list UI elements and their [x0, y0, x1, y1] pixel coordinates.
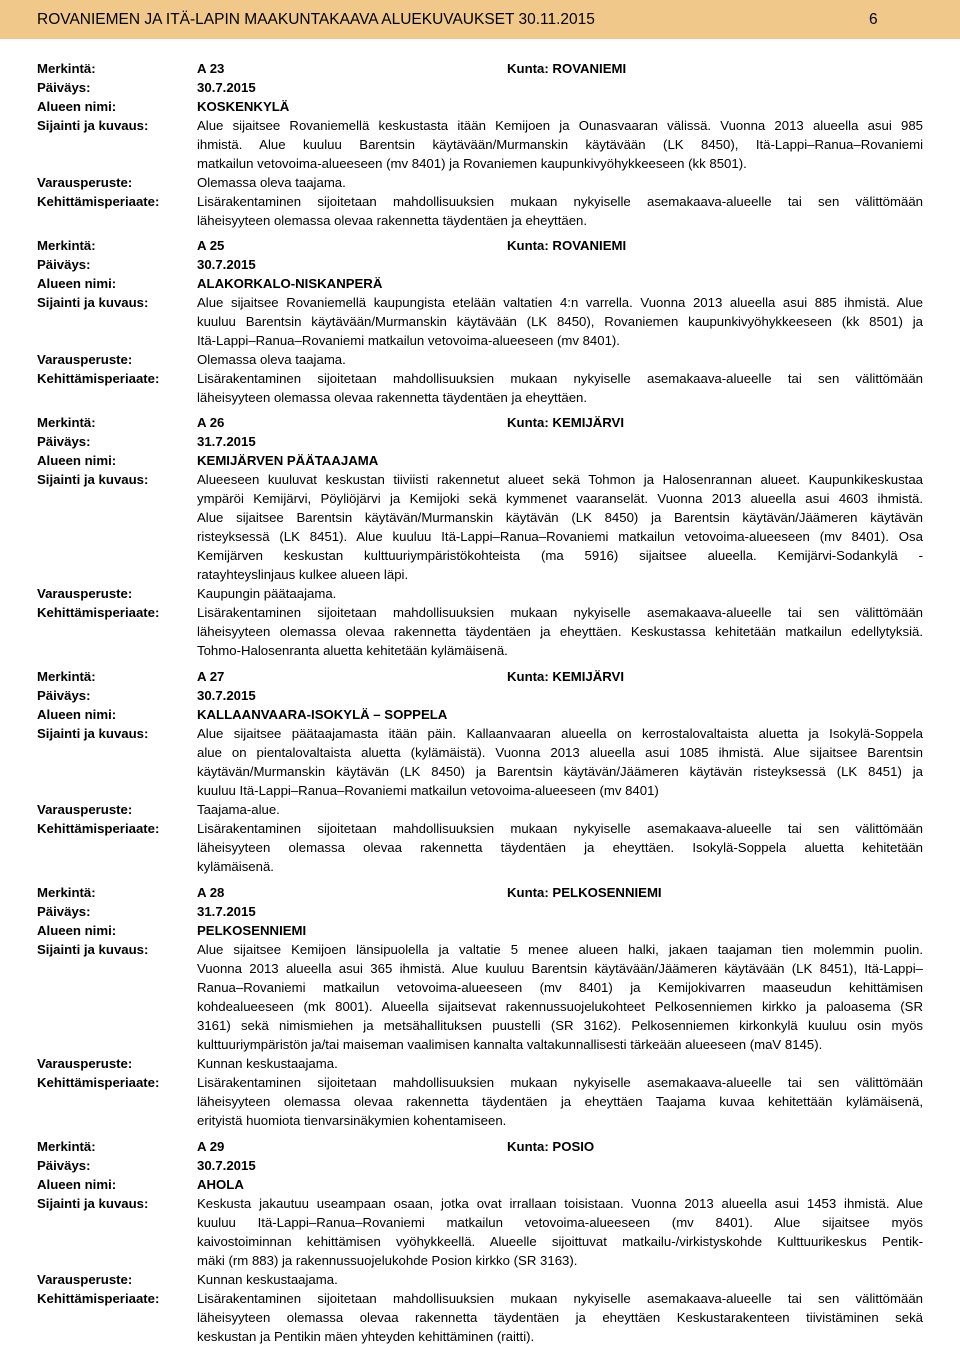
- sijainti-text-line: Alue sijaitsee Kemijoen länsipuolella ja valtatie 5 menee alueen halki, jakaen taajaman tien molemmin puolin.: [197, 942, 923, 957]
- sijainti-label: Sijainti ja kuvaus:: [37, 1196, 149, 1211]
- merkinta-label: Merkintä:: [37, 415, 96, 430]
- sijainti-label: Sijainti ja kuvaus:: [37, 726, 149, 741]
- kehittamisperiaate-text-line: läheisyyteen olemassa olevaa rakennetta täydentäen ja eheyttäen. Keskustassa kehitetään matkailun edellytyksiä.: [197, 624, 923, 639]
- sijainti-text-line: kuuluu Barentsin käytävään/Murmanskin käytävään (LK 8450), Rovaniemen kaupunkivyöhykkeeseen (kk 8501) ja: [197, 314, 923, 329]
- kehittamisperiaate-text: [197, 1073, 923, 1130]
- sijainti-text-row: [0, 116, 960, 173]
- varausperuste-label: Varausperuste:: [37, 1272, 133, 1287]
- sijainti-text-line: alue on pientalovaltaista aluetta (kylämäistä). Vuonna 2013 alueella asui 1085 ihmistä. Alue sijaitsee Barentsin: [197, 745, 923, 760]
- sijainti-text-line: Alue sijaitsee Barentsin käytävän/Murmanskin käytävän (LK 8450) ja Barentsin käytävän/Jäämeren käytävän: [197, 510, 923, 525]
- alueen-nimi-row: [0, 705, 960, 724]
- alueen-nimi-row: [0, 921, 960, 940]
- sijainti-text: [197, 470, 923, 584]
- alueen-nimi-value: KALLAANVAARA-ISOKYLÄ – SOPPELA: [197, 707, 448, 722]
- kehittamisperiaate-text-row: [0, 192, 960, 230]
- sijainti-text-line: kohdealueeseen (mk 8001). Alueella sijaitsevat rakennussuojelukohteet Pelkosenniemen kirkko ja paloasema (SR: [197, 999, 923, 1014]
- kehittamisperiaate-label: Kehittämisperiaate:: [37, 1291, 160, 1306]
- kehittamisperiaate-text-line: kylämäisenä.: [197, 859, 274, 874]
- merkinta-label: Merkintä:: [37, 1139, 96, 1154]
- paivays-row: [0, 902, 960, 921]
- sijainti-text-line: ihmistä. Alue kuuluu Barentsin käytävään/Murmanskin käytävään (LK 8450), Itä-Lappi–Ranua–Rovaniemi: [197, 137, 923, 152]
- alueen-nimi-row: [0, 97, 960, 116]
- document-title: ROVANIEMEN JA ITÄ-LAPIN MAAKUNTAKAAVA ALUEKUVAUKSET 30.11.2015: [37, 11, 595, 28]
- varausperuste-label: Varausperuste:: [37, 352, 133, 367]
- paivays-row: [0, 686, 960, 705]
- kehittamisperiaate-text-line: Lisärakentaminen sijoitetaan mahdollisuuksien mukaan nykyiselle asemakaava-alueelle tai sen välittömään: [197, 1291, 923, 1306]
- area-entry: [0, 236, 960, 407]
- sijainti-label: Sijainti ja kuvaus:: [37, 472, 149, 487]
- kehittamisperiaate-text-line: läheisyyteen olemassa olevaa rakennetta täydentäen ja eheyttäen.: [197, 390, 588, 405]
- sijainti-text-line: ratayhteyslinjaus kulkee alueen läpi.: [197, 567, 409, 582]
- sijainti-text-line: risteyksessä (LK 8451). Alue kuuluu Itä-Lappi–Ranua–Rovaniemi matkailun vetovoima-alueeseen (mv 8401). Osa: [197, 529, 923, 544]
- sijainti-text-line: kuuluu Itä-Lappi–Ranua–Rovaniemi matkailun vetovoima-alueeseen (mv 8401). Alue sijaitsee myös: [197, 1215, 923, 1230]
- kehittamisperiaate-text-line: Lisärakentaminen sijoitetaan mahdollisuuksien mukaan nykyiselle asemakaava-alueelle tai sen välittömään: [197, 605, 923, 620]
- paivays-row: [0, 255, 960, 274]
- paivays-row: [0, 432, 960, 451]
- alueen-nimi-value: ALAKORKALO-NISKANPERÄ: [197, 276, 383, 291]
- sijainti-label: Sijainti ja kuvaus:: [37, 942, 149, 957]
- kunta-value: Kunta: POSIO: [507, 1139, 595, 1154]
- alueen-nimi-value: PELKOSENNIEMI: [197, 923, 307, 938]
- area-entry: [0, 413, 960, 660]
- sijainti-text-line: Alue sijaitsee Rovaniemellä kaupungista etelään valtatien 4:n varrella. Vuonna 2013 alueella asui 885 ihmistä. Alue: [197, 295, 923, 310]
- alueen-nimi-label: Alueen nimi:: [37, 276, 117, 291]
- sijainti-text-line: käytävän/Murmanskin käytävän (LK 8450) ja Barentsin käytävän/Jäämeren käytävän risteyksessä (LK 8451) ja: [197, 764, 923, 779]
- merkinta-row: [0, 667, 960, 686]
- paivays-label: Päiväys:: [37, 434, 91, 449]
- kunta-value: Kunta: ROVANIEMI: [507, 61, 627, 76]
- kehittamisperiaate-label: Kehittämisperiaate:: [37, 605, 160, 620]
- kehittamisperiaate-text: [197, 819, 923, 876]
- kehittamisperiaate-text-row: [0, 1073, 960, 1130]
- kehittamisperiaate-text: [197, 369, 923, 407]
- sijainti-text-row: [0, 470, 960, 584]
- kehittamisperiaate-text-line: Lisärakentaminen sijoitetaan mahdollisuuksien mukaan nykyiselle asemakaava-alueelle tai sen välittömään: [197, 194, 923, 209]
- merkinta-label: Merkintä:: [37, 61, 96, 76]
- sijainti-text-line: 3161) sekä nimismiehen ja metsähallituksen puustelli (SR 3162). Pelkosenniemen kirkonkylä kuuluu osin myös: [197, 1018, 923, 1033]
- sijainti-text-row: [0, 724, 960, 800]
- paivays-label: Päiväys:: [37, 904, 91, 919]
- kehittamisperiaate-text-line: läheisyyteen olemassa olevaa rakennetta täydentäen ja eheyttäen Keskustarakenteen tiivistäminen sekä: [197, 1310, 923, 1325]
- sijainti-text-line: Kemijärven keskustan kulttuuriympäristökohteista (ma 5916) sijaitsee alueella. Kemijärvi-Sodankylä -: [197, 548, 923, 563]
- varausperuste-row: [0, 584, 960, 603]
- kehittamisperiaate-label: Kehittämisperiaate:: [37, 1075, 160, 1090]
- kehittamisperiaate-text-line: Lisärakentaminen sijoitetaan mahdollisuuksien mukaan nykyiselle asemakaava-alueelle tai sen välittömään: [197, 1075, 923, 1090]
- kehittamisperiaate-text-line: Lisärakentaminen sijoitetaan mahdollisuuksien mukaan nykyiselle asemakaava-alueelle tai sen välittömään: [197, 371, 923, 386]
- paivays-value: 30.7.2015: [197, 80, 256, 95]
- alueen-nimi-label: Alueen nimi:: [37, 923, 117, 938]
- sijainti-text-line: Keskusta jakautuu useampaan osaan, jotka ovat irrallaan toisistaan. Vuonna 2013 alueella asui 1453 ihmistä. Alue: [197, 1196, 923, 1211]
- merkinta-value: A 26: [197, 415, 225, 430]
- sijainti-text-row: [0, 940, 960, 1054]
- merkinta-label: Merkintä:: [37, 885, 96, 900]
- kehittamisperiaate-text-line: Lisärakentaminen sijoitetaan mahdollisuuksien mukaan nykyiselle asemakaava-alueelle tai sen välittömään: [197, 821, 923, 836]
- kehittamisperiaate-text-line: Tohmo-Halosenranta aluetta kehitetään kylämäisenä.: [197, 643, 508, 658]
- merkinta-value: A 29: [197, 1139, 225, 1154]
- sijainti-text-line: Ranua–Rovaniemi matkailun vetovoima-alueeseen (mv 8401) ja Kemijokivarren maaseudun kehittämisen: [197, 980, 923, 995]
- paivays-row: [0, 1156, 960, 1175]
- alueen-nimi-row: [0, 1175, 960, 1194]
- alueen-nimi-row: [0, 274, 960, 293]
- sijainti-text-line: Alue sijaitsee Rovaniemellä keskustasta itään Kemijoen ja Ounasvaaran välissä. Vuonna 2013 alueella asui 985: [197, 118, 923, 133]
- sijainti-label: Sijainti ja kuvaus:: [37, 295, 149, 310]
- paivays-label: Päiväys:: [37, 257, 91, 272]
- alueen-nimi-value: KEMIJÄRVEN PÄÄTAAJAMA: [197, 453, 379, 468]
- varausperuste-label: Varausperuste:: [37, 802, 133, 817]
- merkinta-value: A 23: [197, 61, 225, 76]
- kehittamisperiaate-text: [197, 192, 923, 230]
- paivays-value: 31.7.2015: [197, 904, 256, 919]
- varausperuste-row: [0, 800, 960, 819]
- kehittamisperiaate-text-row: [0, 603, 960, 660]
- sijainti-text-line: kuuluu Itä-Lappi–Ranua–Rovaniemi matkailun vetovoima-alueeseen (mv 8401): [197, 783, 659, 798]
- varausperuste-value: Kunnan keskustaajama.: [197, 1056, 338, 1071]
- varausperuste-row: [0, 173, 960, 192]
- varausperuste-label: Varausperuste:: [37, 1056, 133, 1071]
- kehittamisperiaate-text: [197, 1289, 923, 1346]
- merkinta-label: Merkintä:: [37, 669, 96, 684]
- sijainti-text-line: Vuonna 2013 alueella asui 365 ihmistä. Alue kuuluu Barentsin käytävään/Jäämeren käytävään (LK 8451), Itä-Lappi–: [197, 961, 923, 976]
- sijainti-text-row: [0, 1194, 960, 1270]
- kehittamisperiaate-text-row: [0, 819, 960, 876]
- kehittamisperiaate-label: Kehittämisperiaate:: [37, 821, 160, 836]
- varausperuste-row: [0, 350, 960, 369]
- merkinta-row: [0, 413, 960, 432]
- sijainti-text-line: Alueeseen kuuluvat keskustan tiiviisti rakennetut alueet sekä Tohmon ja Halosenrannan alueet. Kaupunkikeskustaa: [197, 472, 923, 487]
- alueen-nimi-label: Alueen nimi:: [37, 707, 117, 722]
- paivays-label: Päiväys:: [37, 688, 91, 703]
- kunta-value: Kunta: KEMIJÄRVI: [507, 669, 624, 684]
- area-entry: [0, 883, 960, 1130]
- alueen-nimi-label: Alueen nimi:: [37, 1177, 117, 1192]
- kehittamisperiaate-text-line: erityistä huomiota tienvarsinäkymien kohentamiseen.: [197, 1113, 507, 1128]
- kehittamisperiaate-text-line: läheisyyteen olemassa olevaa rakennetta täydentäen ja eheyttäen Taajama kuvaa kehitettään kylämäisenä,: [197, 1094, 923, 1109]
- varausperuste-label: Varausperuste:: [37, 175, 133, 190]
- merkinta-value: A 27: [197, 669, 225, 684]
- area-entry: [0, 1137, 960, 1346]
- sijainti-text: [197, 724, 923, 800]
- varausperuste-value: Kaupungin päätaajama.: [197, 586, 337, 601]
- kehittamisperiaate-text-line: läheisyyteen olemassa olevaa rakennetta täydentäen ja eheyttäen. Isokylä-Soppela aluetta kehitetään: [197, 840, 923, 855]
- kehittamisperiaate-text-line: keskustan ja Pentikin mäen yhteyden kehittäminen (raitti).: [197, 1329, 535, 1344]
- alueen-nimi-value: KOSKENKYLÄ: [197, 99, 290, 114]
- merkinta-value: A 28: [197, 885, 225, 900]
- alueen-nimi-label: Alueen nimi:: [37, 99, 117, 114]
- area-entry: [0, 667, 960, 876]
- merkinta-value: A 25: [197, 238, 225, 253]
- kehittamisperiaate-text-line: läheisyyteen olemassa olevaa rakennetta täydentäen ja eheyttäen.: [197, 213, 588, 228]
- kehittamisperiaate-label: Kehittämisperiaate:: [37, 194, 160, 209]
- sijainti-text: [197, 940, 923, 1054]
- paivays-row: [0, 78, 960, 97]
- sijainti-text-row: [0, 293, 960, 350]
- paivays-label: Päiväys:: [37, 1158, 91, 1173]
- sijainti-label: Sijainti ja kuvaus:: [37, 118, 149, 133]
- sijainti-text-line: Itä-Lappi–Ranua–Rovaniemi matkailun vetovoima-alueeseen (mv 8401).: [197, 333, 620, 348]
- kehittamisperiaate-text: [197, 603, 923, 660]
- sijainti-text-line: mäki (rm 883) ja rakennussuojelukohde Posion kirkko (SR 3163).: [197, 1253, 578, 1268]
- varausperuste-row: [0, 1270, 960, 1289]
- sijainti-text-line: kulttuuriympäristön ja/tai maiseman vaalimisen kannalta valtakunnallisesti tärkeään alueeseen (maV 8145).: [197, 1037, 823, 1052]
- merkinta-row: [0, 1137, 960, 1156]
- alueen-nimi-value: AHOLA: [197, 1177, 244, 1192]
- kunta-value: Kunta: KEMIJÄRVI: [507, 415, 624, 430]
- sijainti-text-line: Alue sijaitsee päätaajamasta itään päin. Kallaanvaaran alueella on kerrostalovaltaista aluetta ja Isokylä-Soppela: [197, 726, 923, 741]
- varausperuste-label: Varausperuste:: [37, 586, 133, 601]
- paivays-value: 31.7.2015: [197, 434, 256, 449]
- merkinta-row: [0, 59, 960, 78]
- kunta-value: Kunta: PELKOSENNIEMI: [507, 885, 662, 900]
- page-header: [0, 0, 960, 39]
- paivays-value: 30.7.2015: [197, 1158, 256, 1173]
- merkinta-row: [0, 883, 960, 902]
- sijainti-text-line: kaivostoiminnan kehittämisen vyöhykkeellä. Alueelle sijoittuvat matkailu-/virkistyskohde Kulttuurikeskus Pentik-: [197, 1234, 923, 1249]
- varausperuste-row: [0, 1054, 960, 1073]
- area-entry: [0, 59, 960, 230]
- merkinta-label: Merkintä:: [37, 238, 96, 253]
- merkinta-row: [0, 236, 960, 255]
- kehittamisperiaate-text-row: [0, 1289, 960, 1346]
- sijainti-text: [197, 293, 923, 350]
- kunta-value: Kunta: ROVANIEMI: [507, 238, 627, 253]
- kehittamisperiaate-text-row: [0, 369, 960, 407]
- paivays-value: 30.7.2015: [197, 688, 256, 703]
- sijainti-text-line: ympäröi Kemijärvi, Pöyliöjärvi ja Kemijoki sekä kymmenet vaaranselät. Vuonna 2013 alueella asui 4603 ihmistä.: [197, 491, 923, 506]
- sijainti-text: [197, 1194, 923, 1270]
- sijainti-text: [197, 116, 923, 173]
- alueen-nimi-row: [0, 451, 960, 470]
- varausperuste-value: Taajama-alue.: [197, 802, 280, 817]
- paivays-value: 30.7.2015: [197, 257, 256, 272]
- varausperuste-value: Kunnan keskustaajama.: [197, 1272, 338, 1287]
- alueen-nimi-label: Alueen nimi:: [37, 453, 117, 468]
- sijainti-text-line: matkailun vetovoima-alueeseen (mv 8401) ja Rovaniemen kaupunkivyöhykkeeseen (kk 8501).: [197, 156, 747, 171]
- kehittamisperiaate-label: Kehittämisperiaate:: [37, 371, 160, 386]
- page-number: 6: [869, 11, 878, 28]
- paivays-label: Päiväys:: [37, 80, 91, 95]
- varausperuste-value: Olemassa oleva taajama.: [197, 352, 346, 367]
- varausperuste-value: Olemassa oleva taajama.: [197, 175, 346, 190]
